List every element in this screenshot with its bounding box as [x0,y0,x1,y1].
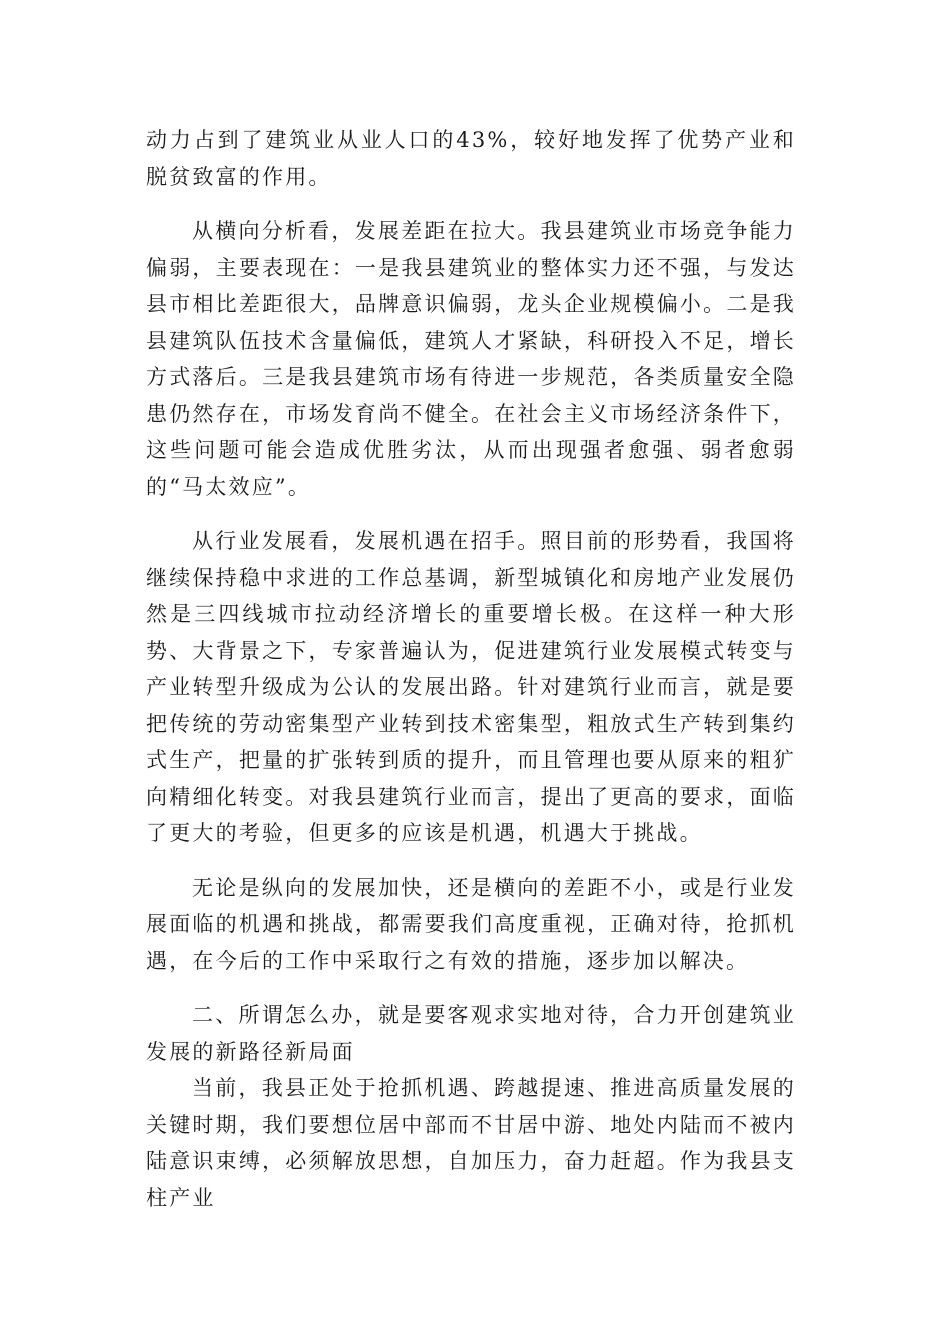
paragraph-summary: 无论是纵向的发展加快，还是横向的差距不小，或是行业发展面临的机遇和挑战，都需要我们高度重视，正确对待，抢抓机遇，在今后的工作中采取行之有效的措施，逐步加以解决。 [146,875,796,973]
paragraph-continuation: 动力占到了建筑业从业人口的43%，较好地发挥了优势产业和脱贫致富的作用。 [146,128,796,189]
section-heading: 二、所谓怎么办，就是要客观求实地对待，合力开创建筑业发展的新路径新局面 [146,1003,796,1064]
paragraph-horizontal-analysis: 从横向分析看，发展差距在拉大。我县建筑业市场竞争能力偏弱，主要表现在：一是我县建筑业的整体实力还不强，与发达县市相比差距很大，品牌意识偏弱，龙头企业规模偏小。二是我县建筑队伍技术含量偏低，建筑人才紧缺，科研投入不足，增长方式落后。三是我县建筑市场有待进一步规范，各类质量安全隐患仍然存在，市场发育尚不健全。在社会主义市场经济条件下，这些问题可能会造成优胜劣汰，从而出现强者愈强、弱者愈弱的“马太效应”。 [146,219,796,499]
paragraph-industry-development: 从行业发展看，发展机遇在招手。照目前的形势看，我国将继续保持稳中求进的工作总基调，新型城镇化和房地产业发展仍然是三四线城市拉动经济增长的重要增长极。在这样一种大形势、大背景之下，专家普遍认为，促进建筑行业发展模式转变与产业转型升级成为公认的发展出路。针对建筑行业而言，就是要把传统的劳动密集型产业转到技术密集型，粗放式生产转到集约式生产，把量的扩张转到质的提升，而且管理也要从原来的粗犷向精细化转变。对我县建筑行业而言，提出了更高的要求，面临了更大的考验，但更多的应该是机遇，机遇大于挑战。 [146,529,796,845]
paragraph-current-period: 当前，我县正处于抢抓机遇、跨越提速、推进高质量发展的关键时期，我们要想位居中部而不甘居中游、地处内陆而不被内陆意识束缚，必须解放思想，自加压力，奋力赶超。作为我县支柱产业 [146,1076,796,1210]
document-body [146,122,796,1234]
